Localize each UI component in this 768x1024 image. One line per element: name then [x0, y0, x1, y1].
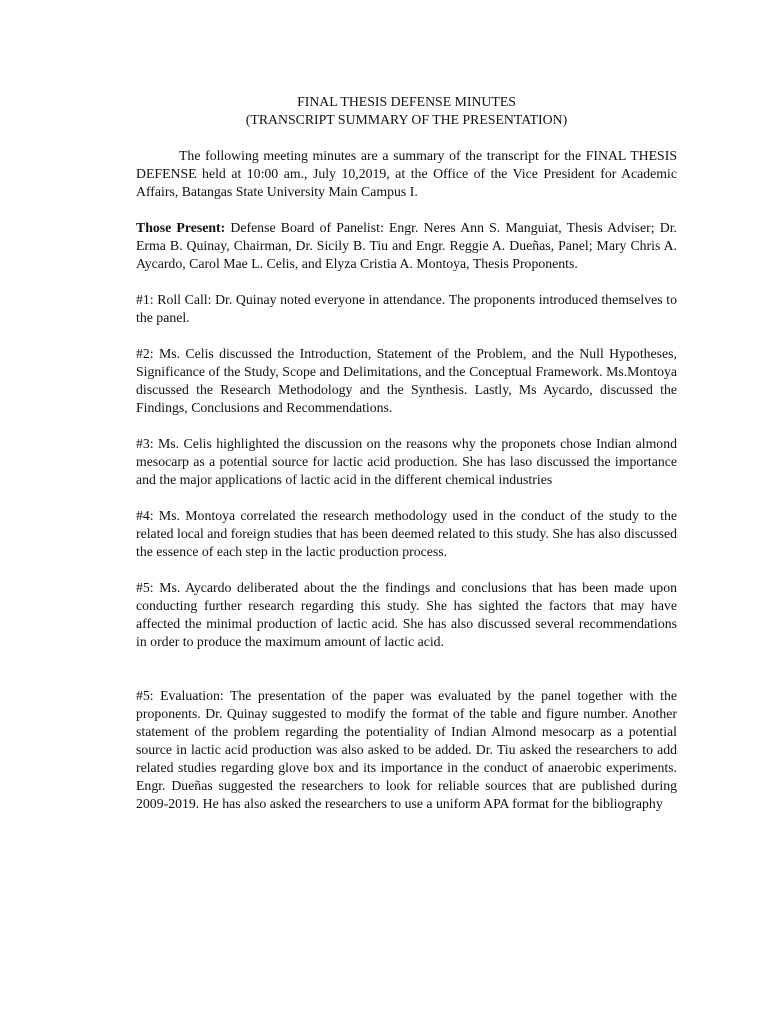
present-text: Defense Board of Panelist: Engr. Neres Ann S. Manguiat, Thesis Adviser; Dr. Erma B. Quinay, Chairman, Dr. Sicily B. Tiu and Engr. Reggie A. Dueñas, Panel; Mary Chris A. Aycardo, Carol Mae L. Celis, and Elyza Cristia A. Montoya, Thesis Proponents. [136, 220, 677, 271]
minutes-item-1: #1: Roll Call: Dr. Quinay noted everyone in attendance. The proponents introduced themselves to the panel. [136, 292, 677, 325]
present-label: Those Present: [136, 220, 226, 235]
minutes-item-evaluation: #5: Evaluation: The presentation of the paper was evaluated by the panel together with the proponents. Dr. Quinay suggested to modify the format of the table and figure number. Another statement of the problem regarding the potentiality of Indian Almond mesocarp as a potential source in lactic acid production was also asked to be added. Dr. Tiu asked the researchers to add related studies regarding glove box and its importance in the conduct of anaerobic experiments. Engr. Dueñas suggested the researchers to look for reliable sources that are published during 2009-2019. He has also asked the researchers to use a uniform APA format for the bibliography [136, 688, 677, 811]
minutes-item-4: #4: Ms. Montoya correlated the research methodology used in the conduct of the study to the related local and foreign studies that has been deemed related to this study. She has also discussed the essence of each step in the lactic production process. [136, 508, 677, 559]
intro-paragraph: The following meeting minutes are a summary of the transcript for the FINAL THESIS DEFENSE held at 10:00 am., July 10,2019, at the Office of the Vice President for Academic Affairs, Batangas State University Main Campus I. [136, 148, 677, 199]
document-title-line-1: FINAL THESIS DEFENSE MINUTES [297, 94, 516, 109]
minutes-item-3: #3: Ms. Celis highlighted the discussion on the reasons why the proponets chose Indian almond mesocarp as a potential source for lactic acid production. She has laso discussed the importance and the major applications of lactic acid in the different chemical industries [136, 436, 677, 487]
document-title-line-2: (TRANSCRIPT SUMMARY OF THE PRESENTATION) [245, 112, 568, 127]
minutes-item-5: #5: Ms. Aycardo deliberated about the the findings and conclusions that has been made upon conducting further research regarding this study. She has sighted the factors that may have affected the minimal production of lactic acid. She has also discussed several recommendations in order to produce the maximum amount of lactic acid. [136, 580, 677, 649]
document-page [136, 93, 677, 813]
minutes-item-2: #2: Ms. Celis discussed the Introduction, Statement of the Problem, and the Null Hypotheses, Significance of the Study, Scope and Delimitations, and the Conceptual Framework. Ms.Montoya discussed the Research Methodology and the Synthesis. Lastly, Ms Aycardo, discussed the Findings, Conclusions and Recommendations. [136, 346, 677, 415]
present-paragraph [136, 219, 677, 273]
